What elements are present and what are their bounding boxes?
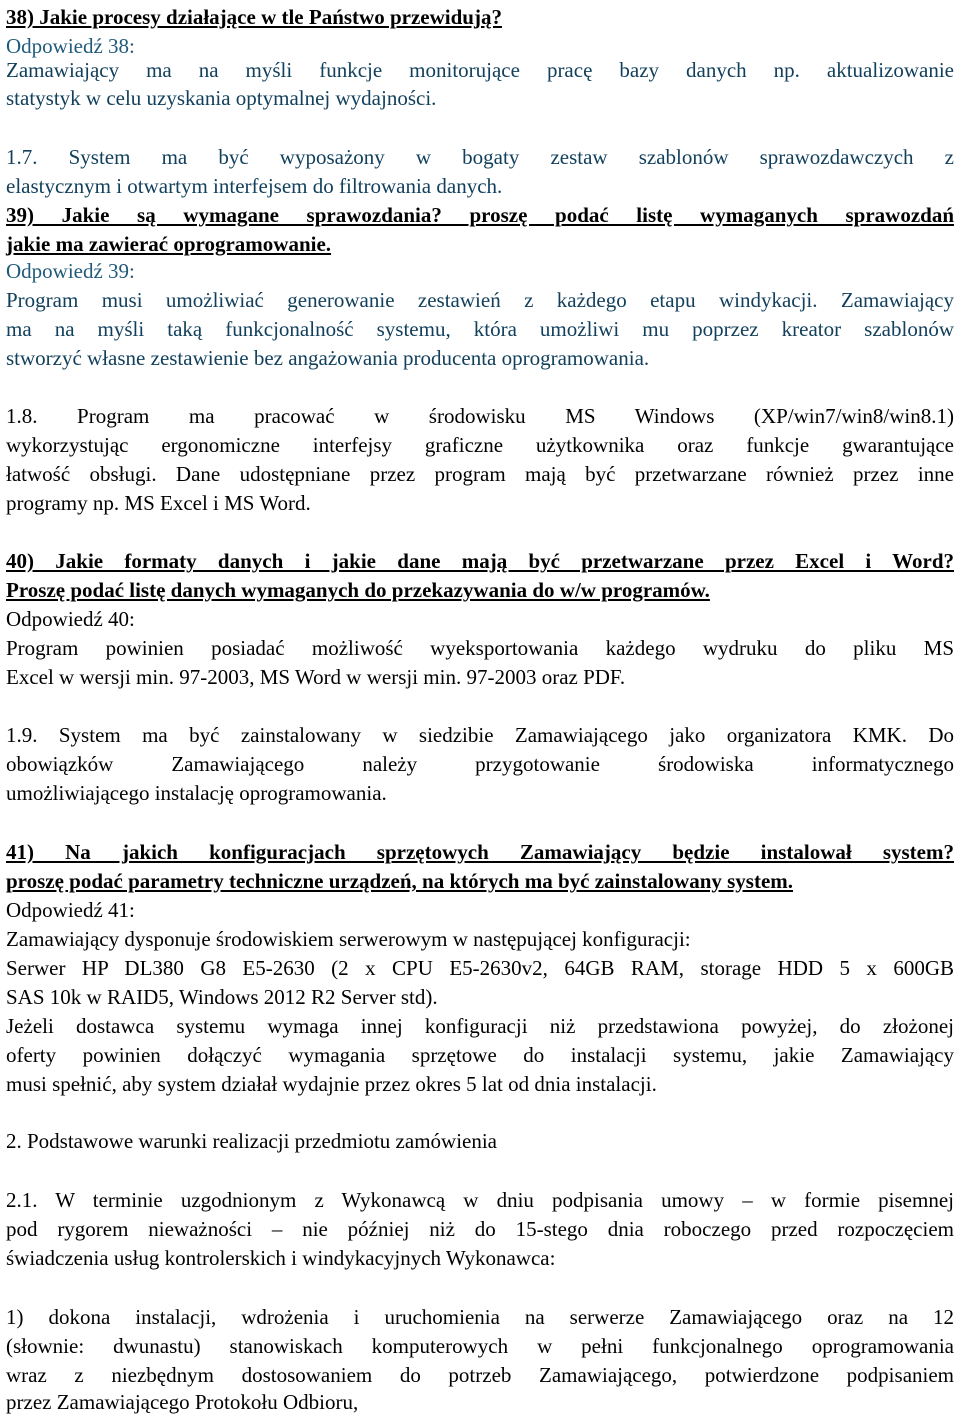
answer-40-text-2: Excel w wersji min. 97-2003, MS Word w wersji min. 97-2003 oraz PDF. [6, 665, 626, 689]
answer-39-text-3: stworzyć własne zestawienie bez angażowania producenta oprogramowania. [6, 346, 650, 370]
section-1-8-line-2: wykorzystując ergonomiczne interfejsy graficzne użytkownika oraz funkcje gwarantujące [6, 433, 954, 457]
answer-41-text-3: SAS 10k w RAID5, Windows 2012 R2 Server std). [6, 985, 438, 1009]
answer-38-text-1: Zamawiający ma na myśli funkcje monitorujące pracę bazy danych np. aktualizowanie [6, 58, 954, 82]
item-1-line-3: wraz z niezbędnym dostosowaniem do potrzeb Zamawiającego, potwierdzone podpisaniem [6, 1363, 954, 1387]
answer-40-text-1: Program powinien posiadać możliwość wyeksportowania każdego wydruku do pliku MS [6, 636, 954, 660]
section-1-8-line-4: programy np. MS Excel i MS Word. [6, 491, 311, 515]
question-40-line-2: Proszę podać listę danych wymaganych do przekazywania do w/w programów. [6, 578, 710, 602]
question-41-line-1: 41) Na jakich konfiguracjach sprzętowych Zamawiający będzie instalował system? [6, 840, 954, 864]
section-1-9-line-2: obowiązków Zamawiającego należy przygotowanie środowiska informatycznego [6, 752, 954, 776]
item-1-line-2: (słownie: dwunastu) stanowiskach komputerowych w pełni funkcjonalnego oprogramowania [6, 1334, 954, 1358]
question-38: 38) Jakie procesy działające w tle Państwo przewidują? [6, 5, 502, 29]
section-2-heading: 2. Podstawowe warunki realizacji przedmiotu zamówienia [6, 1129, 497, 1153]
section-1-7-line-2: elastycznym i otwartym interfejsem do filtrowania danych. [6, 174, 503, 198]
answer-39-text-2: ma na myśli taką funkcjonalność systemu, która umożliwi mu poprzez kreator szablonów [6, 317, 954, 341]
question-39-line-2: jakie ma zawierać oprogramowanie. [6, 232, 332, 256]
answer-41-text-1: Zamawiający dysponuje środowiskiem serwerowym w następującej konfiguracji: [6, 927, 691, 951]
section-1-9-line-3: umożliwiającego instalację oprogramowania. [6, 781, 387, 805]
item-1-line-1: 1) dokona instalacji, wdrożenia i uruchomienia na serwerze Zamawiającego oraz na 12 [6, 1305, 954, 1329]
question-40-line-1: 40) Jakie formaty danych i jakie dane mają być przetwarzane przez Excel i Word? [6, 549, 954, 573]
section-1-9-line-1: 1.9. System ma być zainstalowany w siedzibie Zamawiającego jako organizatora KMK. Do [6, 723, 954, 747]
answer-38-text-2: statystyk w celu uzyskania optymalnej wydajności. [6, 86, 437, 110]
section-2-1-line-3: świadczenia usług kontrolerskich i windykacyjnych Wykonawca: [6, 1246, 556, 1270]
answer-41-text-6: musi spełnić, aby system działał wydajnie przez okres 5 lat od dnia instalacji. [6, 1072, 657, 1096]
answer-41-text-4: Jeżeli dostawca systemu wymaga innej konfiguracji niż przedstawiona powyżej, do złożonej [6, 1014, 954, 1038]
question-41-line-2: proszę podać parametry techniczne urządzeń, na których ma być zainstalowany system. [6, 869, 794, 893]
question-39-line-1: 39) Jakie są wymagane sprawozdania? proszę podać listę wymaganych sprawozdań [6, 203, 954, 227]
section-1-8-line-1: 1.8. Program ma pracować w środowisku MS Windows (XP/win7/win8/win8.1) [6, 404, 954, 428]
answer-39-label: Odpowiedź 39: [6, 259, 135, 283]
answer-39-text-1: Program musi umożliwiać generowanie zestawień z każdego etapu windykacji. Zamawiający [6, 288, 954, 312]
answer-41-text-2: Serwer HP DL380 G8 E5-2630 (2 x CPU E5-2630v2, 64GB RAM, storage HDD 5 x 600GB [6, 956, 954, 980]
answer-41-text-5: oferty powinien dołączyć wymagania sprzętowe do instalacji systemu, jakie Zamawiający [6, 1043, 954, 1067]
answer-40-label: Odpowiedź 40: [6, 607, 135, 631]
section-1-8-line-3: łatwość obsługi. Dane udostępniane przez program mają być przetwarzane również przez inne [6, 462, 954, 486]
section-2-1-line-2: pod rygorem nieważności – nie później niż do 15-stego dnia roboczego przed rozpoczęciem [6, 1217, 954, 1241]
section-2-1-line-1: 2.1. W terminie uzgodnionym z Wykonawcą w dniu podpisania umowy – w formie pisemnej [6, 1188, 954, 1212]
item-1-line-4: przez Zamawiającego Protokołu Odbioru, [6, 1390, 359, 1414]
answer-38-label: Odpowiedź 38: [6, 34, 135, 58]
section-1-7-line-1: 1.7. System ma być wyposażony w bogaty zestaw szablonów sprawozdawczych z [6, 145, 954, 169]
answer-41-label: Odpowiedź 41: [6, 898, 135, 922]
